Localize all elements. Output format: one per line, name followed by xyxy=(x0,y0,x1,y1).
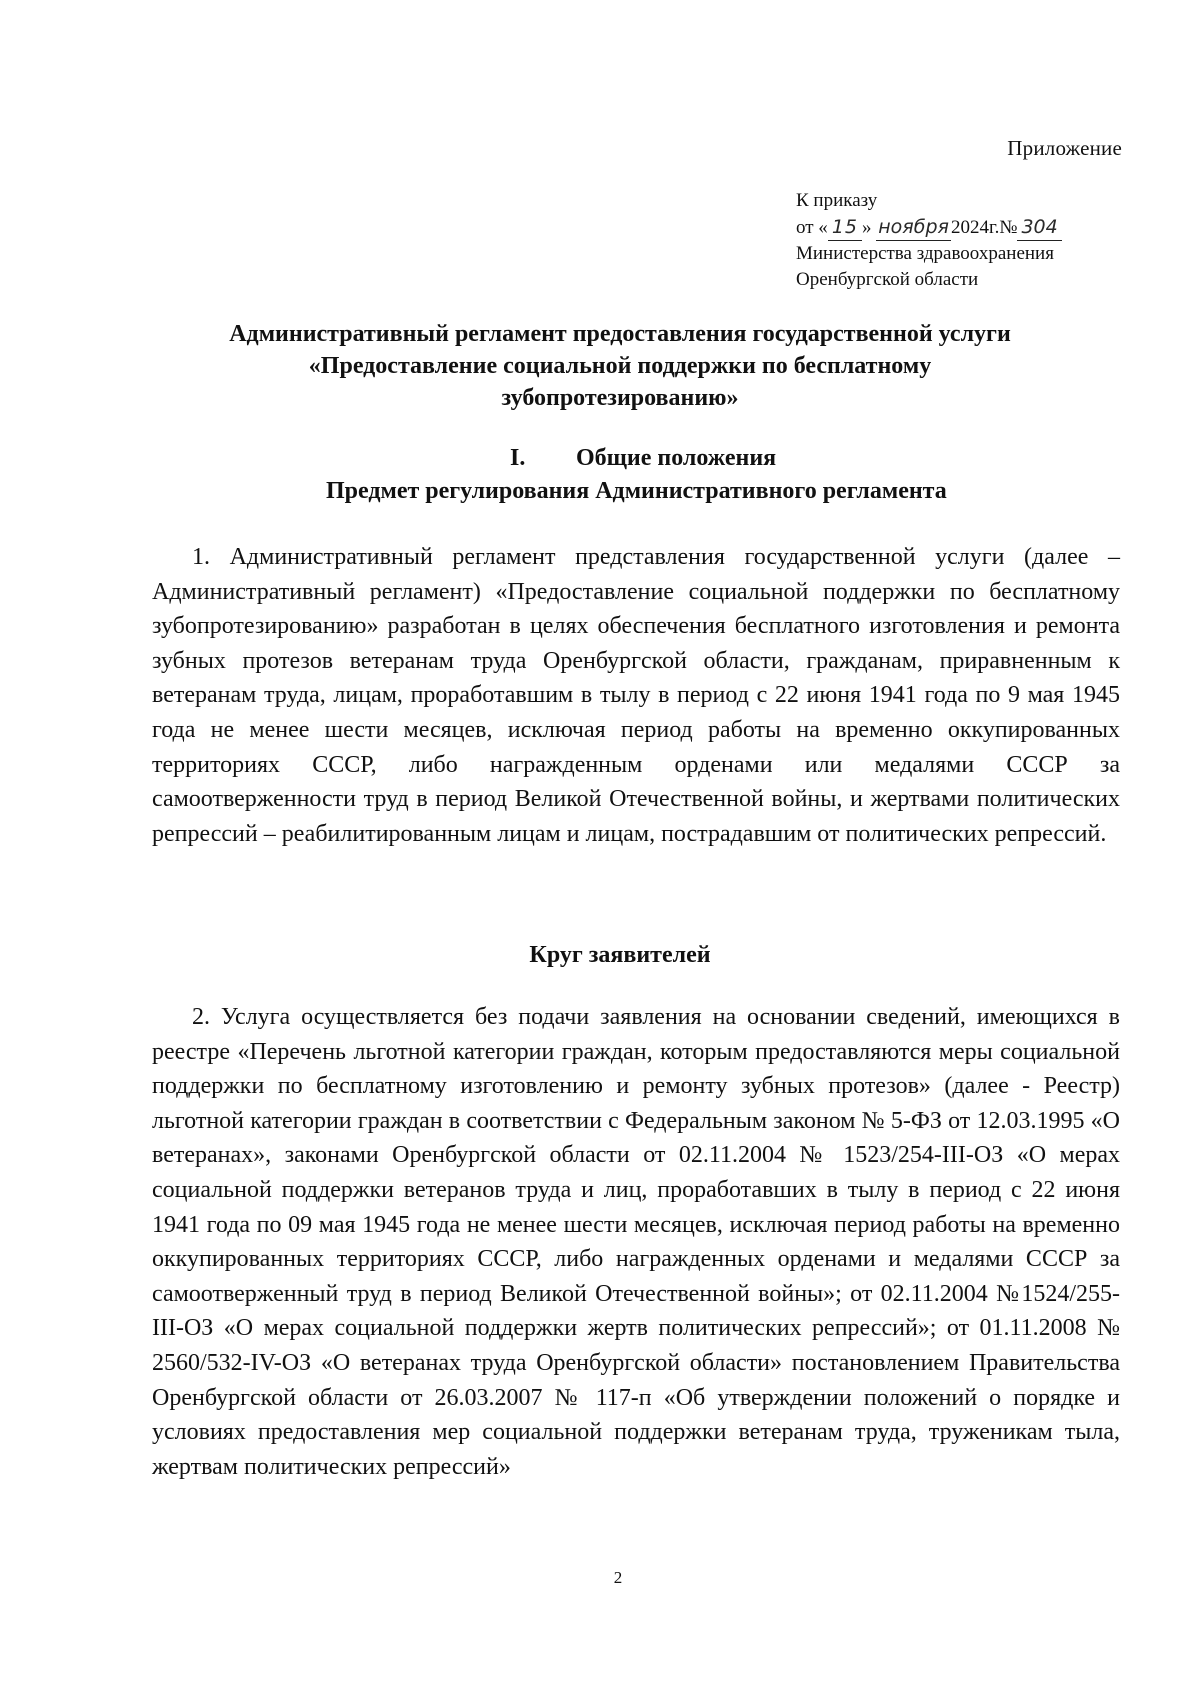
order-reference-label: К приказу xyxy=(796,190,878,211)
order-reference-block xyxy=(796,188,1136,293)
order-date-line xyxy=(796,214,1136,241)
appendix-label: Приложение xyxy=(1007,136,1122,160)
paragraph-2: 2. Услуга осуществляется без подачи заявления на основании сведений, имеющихся в реестре «Перечень льготной категории граждан, которым предоставляются меры социальной поддержки по бесплатному изготовлению и ремонту зубных протезов» (далее - Реестр) льготной категории граждан в соответствии с Федеральным законом № 5-ФЗ от 12.03.1995 «О ветеранах», законами Оренбургской области от 02.11.2004 № 1523/254-III-ОЗ «О мерах социальной поддержки ветеранов труда и лиц, проработавших в тылу в период с 22 июня 1941 года по 09 мая 1945 года не менее шести месяцев, исключая период работы на временно оккупированных территориях СССР, либо награжденных орденами и медалями СССР за самоотверженный труд в период Великой Отечественной войны»; от 02.11.2004 №1524/255-III-ОЗ «О мерах социальной поддержки жертв политических репрессий»; от 01.11.2008 № 2560/532-IV-ОЗ «О ветеранах труда Оренбургской области» постановлением Правительства Оренбургской области от 26.03.2007 № 117-п «Об утверждении положений о порядке и условиях предоставления мер социальной поддержки ветеранам труда, труженикам тыла, жертвам политических репрессий» xyxy=(152,1004,1120,1480)
section-heading xyxy=(100,442,1140,508)
order-ministry-line-2: Оренбургской области xyxy=(796,269,979,290)
document-title-line-1: Административный регламент предоставления государственной услуги xyxy=(229,321,1011,347)
order-date-day-handwritten: 15 xyxy=(828,214,862,241)
applicants-subheading: Круг заявителей xyxy=(529,942,711,968)
section-subtitle: Предмет регулирования Административного регламента xyxy=(326,478,947,504)
section-number: I. xyxy=(510,445,526,471)
order-date-mid: » xyxy=(862,217,872,238)
section-name: Общие положения xyxy=(576,445,777,471)
order-ministry-line-1: Министерства здравоохранения xyxy=(796,243,1054,264)
document-title-line-3: зубопротезированию» xyxy=(501,385,739,411)
order-date-year: 2024г.№ xyxy=(950,217,1018,238)
page-number: 2 xyxy=(613,1568,623,1587)
document-title xyxy=(100,318,1140,414)
order-date-month-handwritten: ноября xyxy=(876,214,951,241)
paragraph-1: 1. Административный регламент представления государственной услуги (далее – Административный регламент) «Предоставление социальной поддержки по бесплатному зубопротезированию» разработан в целях обеспечения бесплатного изготовления и ремонта зубных протезов ветеранам труда Оренбургской области, гражданам, приравненным к ветеранам труда, лицам, проработавшим в тылу в период с 22 июня 1941 года по 9 мая 1945 года не менее шести месяцев, исключая период работы на временно оккупированных территориях СССР, либо награжденным орденами или медалями СССР за самоотверженности труд в период Великой Отечественной войны, и жертвами политических репрессий – реабилитированным лицам и лицам, пострадавшим от политических репрессий. xyxy=(152,544,1120,847)
order-date-prefix: от « xyxy=(796,217,828,238)
order-number-handwritten: 304 xyxy=(1017,214,1061,241)
section-heading-row xyxy=(100,442,1140,475)
document-title-line-2: «Предоставление социальной поддержки по бесплатному xyxy=(308,353,932,379)
